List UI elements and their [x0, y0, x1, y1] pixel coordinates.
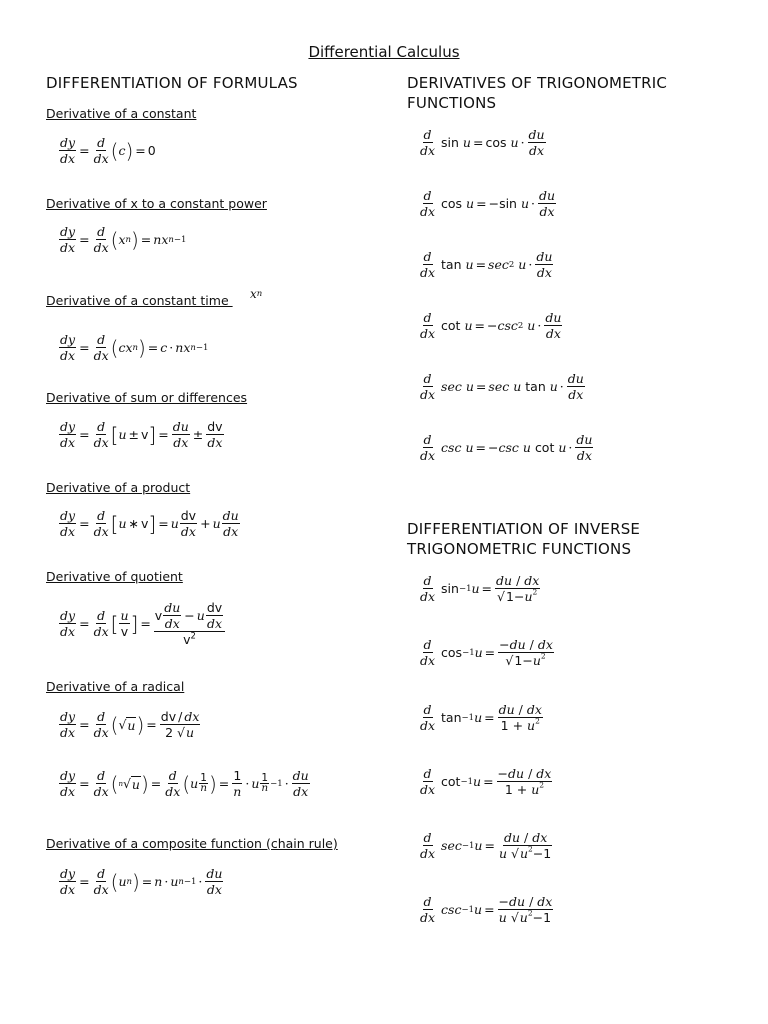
- right-heading-trig-line1: DERIVATIVES OF TRIGONOMETRIC: [407, 74, 668, 92]
- formula-tan: d dx tan u = sec 2 u · du dx: [420, 249, 553, 280]
- formula-csc: d dx csc u = − csc u cot u · du dx: [420, 432, 593, 463]
- formula-power: $\frac{dy}{dx}$ = $\frac{d}{dx}$ ( x n ) = nx n−1: [60, 224, 187, 255]
- formula-sum: $\frac{dy}{dx}$ = $\frac{d}{dx}$ [ u ± v ] = $\frac{du}{dx}$ ± $\frac{dv}{dx}$: [60, 419, 223, 450]
- formula-product: $\frac{dy}{dx}$ = $\frac{d}{dx}$ [ u ∗ v ] = u dv dx + u du dx: [60, 508, 239, 539]
- formula-arctan: d dx tan −1 u = $\frac{du / dx}{1 + u^2}$: [420, 702, 542, 733]
- section-power: Derivative of x to a constant power: [46, 196, 267, 211]
- formula-constant: $\frac{dy}{dx}$ = $\frac{d}{dx}$ ( c ) = 0: [60, 135, 156, 166]
- section-chain-rule: Derivative of a composite function (chain rule): [46, 836, 338, 851]
- formula-cos: d dx cos u = −sin u · du dx: [420, 188, 556, 219]
- inline-x-power: x n: [250, 287, 263, 301]
- section-quotient: Derivative of quotient: [46, 569, 183, 584]
- formula-quotient: $\frac{dy}{dx}$ = $\frac{d}{dx}$ [ u v ] = v du dx − u dv dx $v^2$: [58, 600, 226, 647]
- formula-cot: d dx cot u = − csc 2 u · du dx: [420, 310, 562, 341]
- section-product: Derivative of a product: [46, 480, 191, 495]
- section-constant-times: Derivative of a constant time: [46, 293, 233, 308]
- formula-arcsin: d dx sin −1 u = $\frac{du / dx}{√1-u^2}$: [420, 573, 540, 604]
- formula-sec: d dx sec u = sec u tan u · du dx: [420, 371, 584, 402]
- right-heading-trig-line2: FUNCTIONS: [407, 94, 497, 112]
- document-title: Differential Calculus: [308, 43, 460, 61]
- formula-radical-2: $\frac{dy}{dx}$ = $\frac{d}{dx}$ ( n √ u ) = $\frac{d}{dx}$ ( u $\frac{1}{n}$ ) = $\frac{1}{n}$ · u $\frac{1}{n}$ −1 · du dx: [60, 768, 309, 799]
- section-radical: Derivative of a radical: [46, 679, 185, 694]
- formula-arccsc: d dx csc −1 u = $\frac{-du / dx}{u √u^2-1}$: [420, 894, 553, 925]
- formula-constant-times: $\frac{dy}{dx}$ = $\frac{d}{dx}$ ( cx n ) = c · nx n−1: [60, 332, 209, 363]
- formula-arcsec: d dx sec −1 u = $\frac{du / dx}{u √u^2-1}$: [420, 830, 552, 861]
- formula-arccos: d dx cos −1 u = $\frac{-du / dx}{√1-u^2}$: [420, 637, 553, 668]
- section-constant: Derivative of a constant: [46, 106, 197, 121]
- formula-arccot: d dx cot −1 u = $\frac{-du / dx}{1 + u^2}$: [420, 766, 552, 797]
- right-heading-inverse-line2: TRIGONOMETRIC FUNCTIONS: [407, 540, 632, 558]
- left-heading: DIFFERENTIATION OF FORMULAS: [46, 74, 298, 92]
- section-sum: Derivative of sum or differences: [46, 390, 248, 405]
- right-heading-inverse-line1: DIFFERENTIATION OF INVERSE: [407, 520, 641, 538]
- formula-radical-1: $\frac{dy}{dx}$ = $\frac{d}{dx}$ ( √ u ) = $\frac{dv / dx}{2 √u}$: [60, 709, 200, 740]
- formula-chain-rule: $\frac{dy}{dx}$ = $\frac{d}{dx}$ ( u n ) = n · u n−1 · du dx: [60, 866, 223, 897]
- formula-sin: d dx sin u = cos u · du dx: [420, 127, 545, 158]
